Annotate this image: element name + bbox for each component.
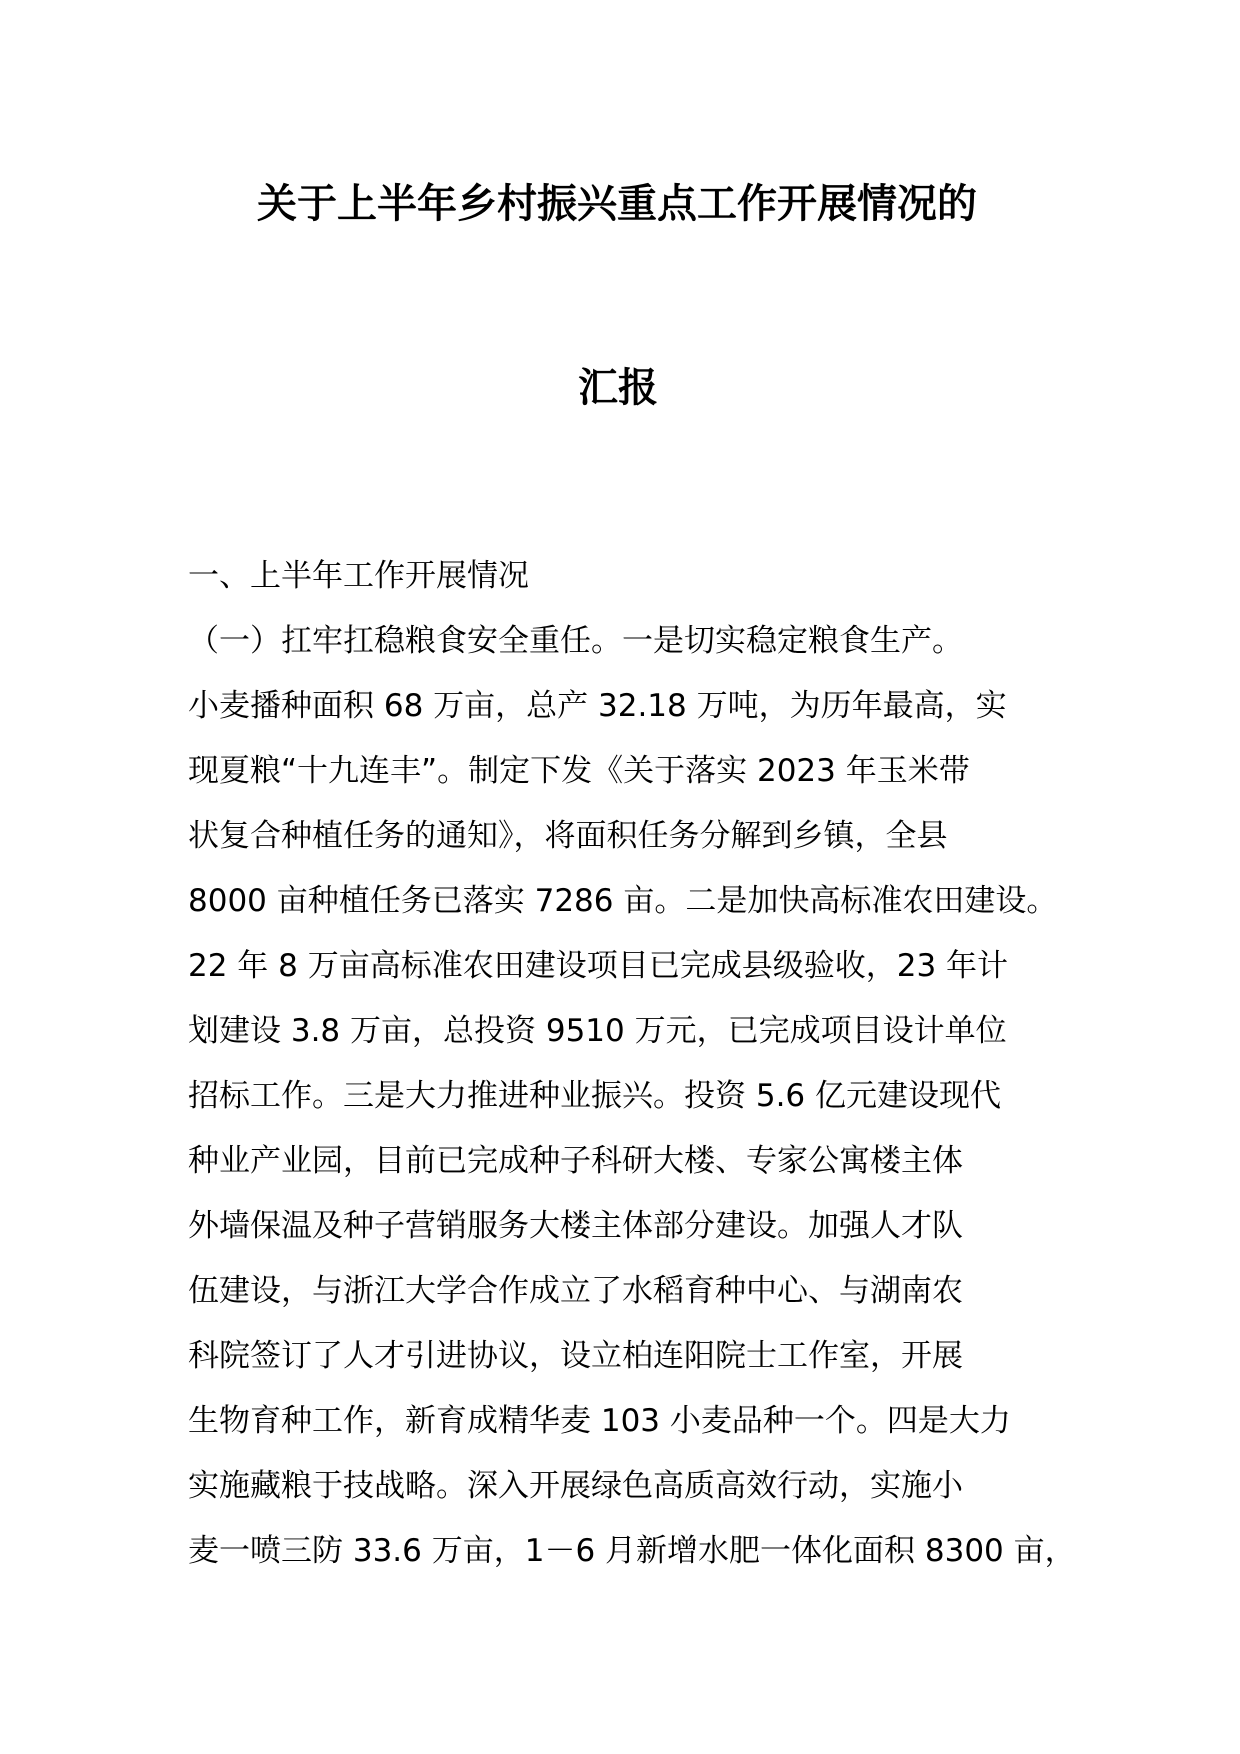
- document-body: [188, 544, 1088, 1584]
- paragraph-line: 科院签订了人才引进协议，设立柏连阳院士工作室，开展: [188, 1338, 963, 1374]
- paragraph-line: 实施藏粮于技战略。深入开展绿色高质高效行动，实施小: [188, 1468, 963, 1504]
- paragraph-line: （一）扛牢扛稳粮食安全重任。一是切实稳定粮食生产。: [188, 623, 963, 659]
- paragraph-line: 种业产业园，目前已完成种子科研大楼、专家公寓楼主体: [188, 1143, 963, 1179]
- section-heading: 一、上半年工作开展情况: [188, 558, 529, 594]
- paragraph-line: 现夏粮“十九连丰”。制定下发《关于落实 2023 年玉米带: [188, 753, 970, 789]
- paragraph-line: 8000 亩种植任务已落实 7286 亩。二是加快高标准农田建设。: [188, 883, 1058, 919]
- document-title-line-1: 关于上半年乡村振兴重点工作开展情况的: [257, 181, 977, 227]
- paragraph-line: 小麦播种面积 68 万亩，总产 32.18 万吨，为历年最高，实: [188, 688, 1007, 724]
- paragraph-line: 生物育种工作，新育成精华麦 103 小麦品种一个。四是大力: [188, 1403, 1011, 1439]
- document-title-line-2: 汇报: [578, 365, 658, 411]
- paragraph-line: 划建设 3.8 万亩，总投资 9510 万元，已完成项目设计单位: [188, 1013, 1007, 1049]
- paragraph-line: 招标工作。三是大力推进种业振兴。投资 5.6 亿元建设现代: [188, 1078, 1002, 1114]
- paragraph-line: 状复合种植任务的通知》，将面积任务分解到乡镇，全县: [188, 818, 948, 854]
- paragraph-line: 麦一喷三防 33.6 万亩，1－6 月新增水肥一体化面积 8300 亩，: [188, 1533, 1076, 1569]
- paragraph-line: 22 年 8 万亩高标准农田建设项目已完成县级验收，23 年计: [188, 948, 1009, 984]
- paragraph-line: 外墙保温及种子营销服务大楼主体部分建设。加强人才队: [188, 1208, 963, 1244]
- paragraph-line: 伍建设，与浙江大学合作成立了水稻育种中心、与湖南农: [188, 1273, 963, 1309]
